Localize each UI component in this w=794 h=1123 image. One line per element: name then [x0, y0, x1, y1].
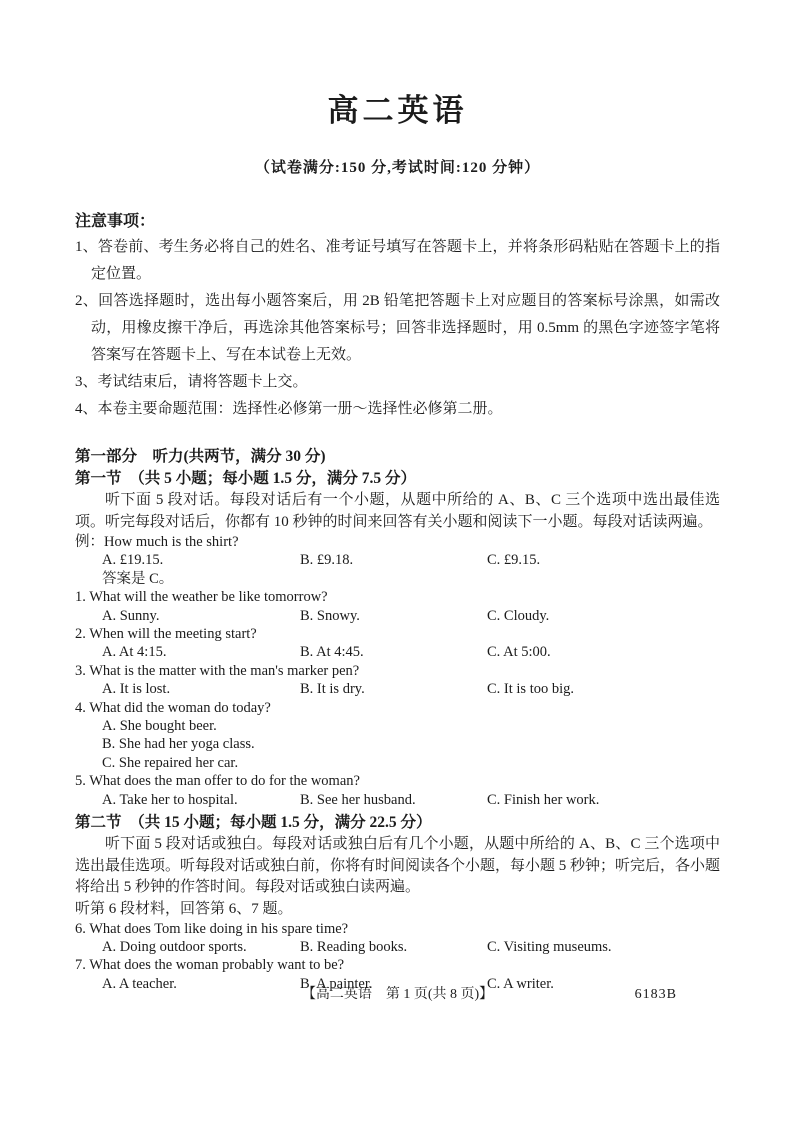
- option-a: A. She bought beer.: [102, 718, 217, 735]
- option-c: C. It is too big.: [487, 681, 575, 698]
- option-c: C. A writer.: [487, 975, 554, 992]
- option-a: A. Doing outdoor sports.: [102, 939, 247, 955]
- option-a: A. Take her to hospital.: [102, 791, 238, 808]
- section1-intro: 听下面 5 段对话。每段对话后有一个小题，从题中所给的 A、B、C 三个选项中选出最佳选项。听完每段对话后，你都有 10 秒钟的时间来回答有关小题和阅读下一小题。每段对话读两遍。: [75, 492, 720, 530]
- options-row: [75, 791, 720, 809]
- options-row: [75, 607, 720, 625]
- options-row: [75, 938, 720, 956]
- option-b: B. It is dry.: [300, 681, 365, 698]
- example-question: 例：How much is the shirt?: [75, 534, 239, 550]
- example-option-b: B. £9.18.: [300, 552, 354, 569]
- example-option-a: A. £19.15.: [102, 552, 164, 569]
- question-3: [75, 662, 720, 699]
- question-text: 5. What does the man offer to do for the woman?: [75, 773, 360, 790]
- part1-heading: 第一部分 听力(共两节，满分 30 分): [75, 448, 326, 465]
- example-answer: 答案是 C。: [102, 570, 174, 587]
- notice-item-2: 2、回答选择题时，选出每小题答案后，用 2B 铅笔把答题卡上对应题目的答案标号涂黑，如需改动，用橡皮擦干净后，再选涂其他答案标号；回答非选择题时，用 0.5mm 的黑色字迹签字笔将答案写在答题卡上、写在本试卷上无效。: [75, 293, 720, 363]
- question-4: [75, 699, 720, 773]
- option-b: B. Snowy.: [300, 607, 360, 624]
- question-text: 4. What did the woman do today?: [75, 699, 271, 716]
- section2-intro: 听下面 5 段对话或独白。每段对话或独白后有几个小题，从题中所给的 A、B、C 三个选项中选出最佳选项。听每段对话或独白前，你将有时间阅读各个小题，每小题 5 秒钟；听完后，各小题将给出 5 秒钟的作答时间。每段对话或独白读两遍。: [75, 836, 721, 896]
- option-b: B. Reading books.: [300, 939, 408, 955]
- notice-item-4: 4、本卷主要命题范围：选择性必修第一册～选择性必修第二册。: [75, 401, 503, 417]
- option-c: C. She repaired her car.: [102, 754, 239, 771]
- option-a: A. Sunny.: [102, 607, 160, 624]
- page-footer: [75, 985, 720, 1005]
- material-6-line: 听第 6 段材料，回答第 6、7 题。: [75, 900, 293, 917]
- option-a: A. A teacher.: [102, 975, 177, 992]
- question-text: 7. What does the woman probably want to be?: [75, 957, 345, 974]
- question-2: [75, 625, 720, 662]
- section2-heading: 第二节 （共 15 小题；每小题 1.5 分，满分 22.5 分）: [75, 814, 432, 832]
- options-row: [75, 643, 720, 661]
- question-text: 3. What is the matter with the man's marker pen?: [75, 662, 360, 679]
- option-c: C. Finish her work.: [487, 791, 600, 808]
- example-option-c: C. £9.15.: [487, 552, 541, 569]
- notice-item-3: 3、考试结束后，请将答题卡上交。: [75, 374, 308, 390]
- options-row: [75, 680, 720, 698]
- question-text: 2. When will the meeting start?: [75, 626, 257, 643]
- page-title: 高二英语: [327, 93, 468, 128]
- exam-subtitle: （试卷满分:150 分,考试时间:120 分钟）: [254, 160, 541, 176]
- option-a: A. At 4:15.: [102, 644, 167, 661]
- option-b: B. See her husband.: [300, 791, 416, 808]
- example-block: [75, 533, 720, 588]
- question-text: 1. What will the weather be like tomorrow?: [75, 589, 328, 606]
- question-6: [75, 920, 720, 957]
- option-b: B. At 4:45.: [300, 644, 364, 661]
- notice-heading: 注意事项：: [75, 213, 156, 230]
- footer-paper-code: 6183B: [634, 987, 677, 1002]
- option-b: B. She had her yoga class.: [102, 736, 255, 753]
- option-b: B. A painter.: [300, 975, 373, 992]
- question-1: [75, 588, 720, 625]
- option-c: C. At 5:00.: [487, 644, 551, 661]
- footer-page-label: 【高二英语 第 1 页(共 8 页)】: [301, 987, 494, 1002]
- notice-item-1: 1、答卷前、考生务必将自己的姓名、准考证号填写在答题卡上，并将条形码粘贴在答题卡上的指定位置。: [75, 239, 720, 282]
- option-c: C. Visiting museums.: [487, 939, 612, 955]
- example-options-row: [75, 551, 720, 569]
- option-a: A. It is lost.: [102, 681, 171, 698]
- option-c: C. Cloudy.: [487, 607, 550, 624]
- question-5: [75, 772, 720, 809]
- section1-heading: 第一节 （共 5 小题；每小题 1.5 分，满分 7.5 分）: [75, 470, 417, 487]
- question-text: 6. What does Tom like doing in his spare time?: [75, 920, 349, 937]
